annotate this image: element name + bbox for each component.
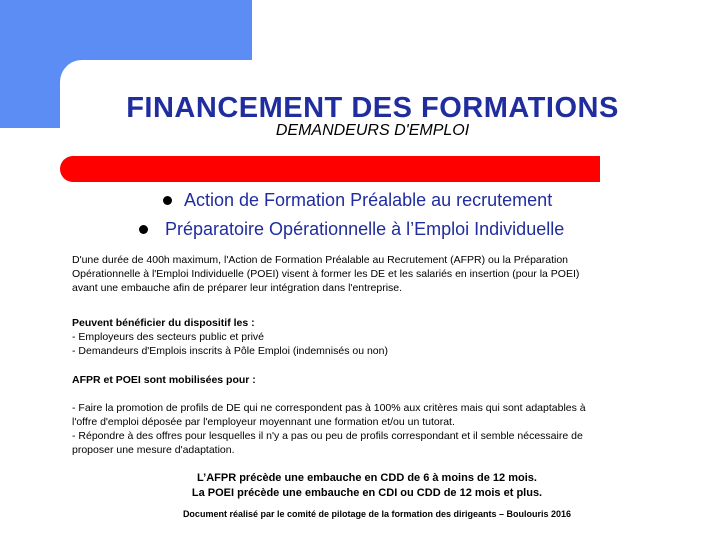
mobilisation-body <box>72 401 662 457</box>
mobilisation-heading: AFPR et POEI sont mobilisées pour : <box>72 374 256 386</box>
bullet-dot-icon <box>139 225 148 234</box>
beneficiaries-item: - Demandeurs d'Emplois inscrits à Pôle Emploi (indemnisés ou non) <box>72 345 388 357</box>
bullet-item: Préparatoire Opérationnelle à l’Emploi Individuelle <box>165 219 565 239</box>
mobilisation-section <box>72 373 662 387</box>
page-title: FINANCEMENT DES FORMATIONS <box>126 92 619 124</box>
decorative-red-bar <box>60 156 600 182</box>
bullet-dot-icon <box>163 196 172 205</box>
intro-text: D'une durée de 400h maximum, l'Action de Formation Préalable au Recrutement (AFPR) ou la Préparation Opérationnelle à l'Emploi Individuelle (POEI) visent à former les DE et les salariés en insertion (pour la POEI) avant une embauche afin de préparer leur intégration dans l'entreprise. <box>72 254 580 294</box>
beneficiaries-heading: Peuvent bénéficier du dispositif les : <box>72 317 255 329</box>
conclusion-line: L’AFPR précède une embauche en CDD de 6 à moins de 12 mois. <box>197 472 537 484</box>
mobilisation-text: - Faire la promotion de profils de DE qui ne correspondent pas à 100% aux critères mais qui sont adaptables à l'offre d'emploi déposée par l'employeur moyennant une formation et/ou un tutorat. - Répondre à des offres pour lesquelles il n'y a pas ou peu de profils correspondant et il semble nécessaire de proposer une mesure d'adaptation. <box>72 402 586 456</box>
footer-credit: Document réalisé par le comité de pilotage de la formation des dirigeants – Boulouris 2016 <box>182 509 572 519</box>
bullet-item: Action de Formation Préalable au recrutement <box>184 190 553 210</box>
conclusion-line: La POEI précède une embauche en CDI ou CDD de 12 mois et plus. <box>191 487 543 499</box>
beneficiaries-section <box>72 316 662 358</box>
beneficiaries-item: - Employeurs des secteurs public et privé <box>72 331 264 343</box>
intro-paragraph <box>72 253 662 295</box>
page-subtitle: DEMANDEURS D'EMPLOI <box>275 122 470 139</box>
